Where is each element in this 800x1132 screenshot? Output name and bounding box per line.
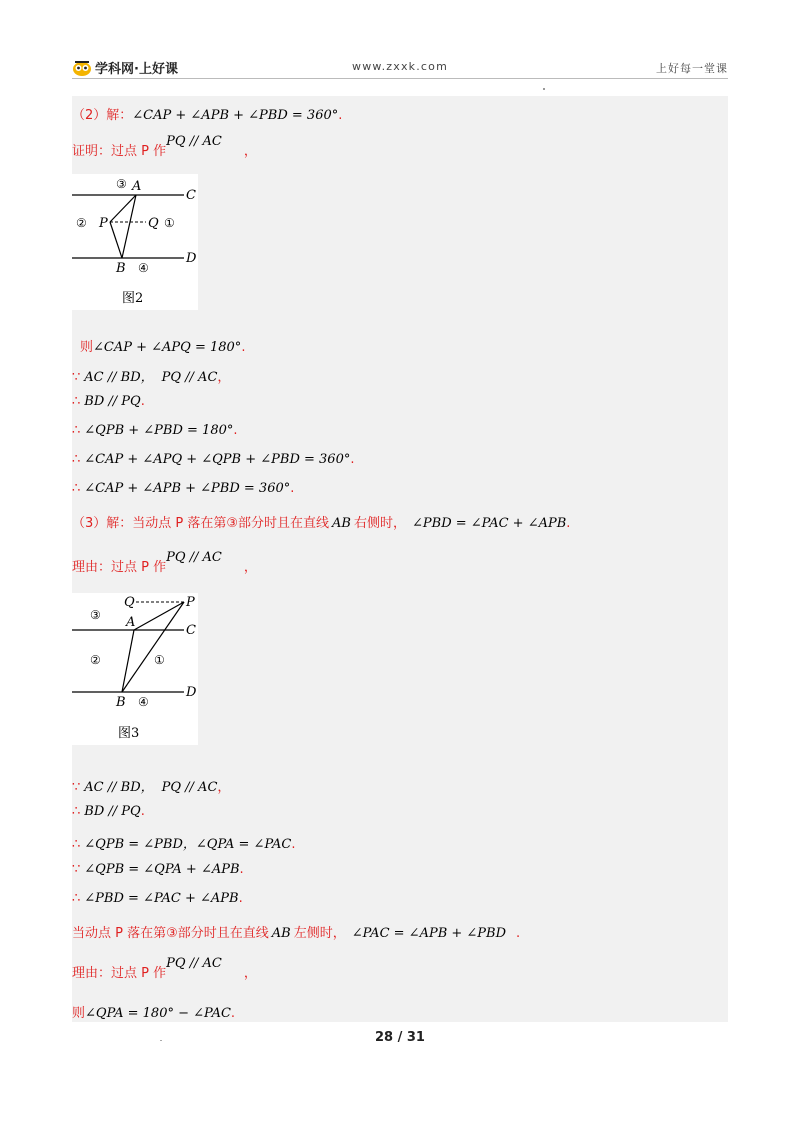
header-divider [72, 78, 728, 79]
logo-text: 学科网·上好课 [95, 62, 178, 77]
solution-line: ∴ BD // PQ. [72, 804, 145, 819]
solution-line: ∵ AC // BD， PQ // AC， [72, 370, 231, 385]
solution-line: ∴ ∠CAP + ∠APQ + ∠QPB + ∠PBD = 360°. [72, 452, 355, 467]
region-4-label: ④ [138, 261, 149, 275]
point-p-label: P [99, 216, 108, 231]
solution-line: 理由：过点 P 作PQ // AC， [72, 550, 257, 575]
point-d-label: D [186, 685, 197, 700]
region-1-label: ① [164, 216, 175, 230]
point-b-label: B [116, 261, 126, 276]
solution-line: ∴ ∠QPB = ∠PBD，∠QPA = ∠PAC. [72, 837, 296, 852]
region-2-label: ② [90, 653, 101, 667]
solution-line: ∴ ∠CAP + ∠APB + ∠PBD = 360°. [72, 481, 295, 496]
page-number: 28 / 31 [375, 1030, 425, 1045]
solution-line: ∴ ∠PBD = ∠PAC + ∠APB. [72, 891, 243, 906]
site-url[interactable]: www.zxxk.com [352, 60, 449, 73]
point-q-label: Q [124, 595, 135, 610]
solution-line: 则∠CAP + ∠APQ = 180°. [80, 340, 246, 355]
solution-line: ∴ ∠QPB + ∠PBD = 180°. [72, 423, 238, 438]
region-4-label: ④ [138, 695, 149, 709]
logo[interactable] [72, 58, 178, 77]
figure-2-caption: 图2 [122, 291, 144, 306]
figure-3-diagram [72, 593, 198, 745]
header-slogan: 上好每一堂课 [656, 62, 728, 75]
region-1-label: ① [154, 653, 165, 667]
point-a-label: A [126, 615, 136, 630]
point-c-label: C [186, 188, 196, 203]
owl-logo-icon [72, 60, 92, 76]
point-b-label: B [116, 695, 126, 710]
point-p-label: P [186, 595, 195, 610]
page-header [72, 58, 728, 78]
point-a-label: A [132, 179, 142, 194]
region-3-label: ③ [90, 608, 101, 622]
solution-line: 证明：过点 P 作PQ // AC， [72, 134, 257, 159]
solution-line: ∵ ∠QPB = ∠QPA + ∠APB. [72, 862, 244, 877]
solution-line: 当动点 P 落在第③部分时且在直线 AB 左侧时， ∠PAC = ∠APB + ∠PBD . [72, 926, 521, 941]
point-q-label: Q [148, 216, 159, 231]
solution-line: （2）解：∠CAP + ∠APB + ∠PBD = 360°. [72, 108, 343, 123]
figure-3-caption: 图3 [118, 726, 140, 741]
point-d-label: D [186, 251, 197, 266]
stray-dot [543, 88, 545, 90]
figure-2-diagram [72, 174, 198, 310]
solution-line: 理由：过点 P 作PQ // AC， [72, 956, 257, 981]
solution-content [72, 96, 728, 1022]
region-3-label: ③ [116, 177, 127, 191]
solution-line: 则∠QPA = 180° − ∠PAC. [72, 1006, 236, 1021]
point-c-label: C [186, 623, 196, 638]
solution-line: ∵ AC // BD， PQ // AC， [72, 780, 231, 795]
region-2-label: ② [76, 216, 87, 230]
solution-line: ∴ BD // PQ. [72, 394, 145, 409]
solution-line: （3）解：当动点 P 落在第③部分时且在直线 AB 右侧时， ∠PBD = ∠PAC + ∠APB. [72, 516, 571, 531]
